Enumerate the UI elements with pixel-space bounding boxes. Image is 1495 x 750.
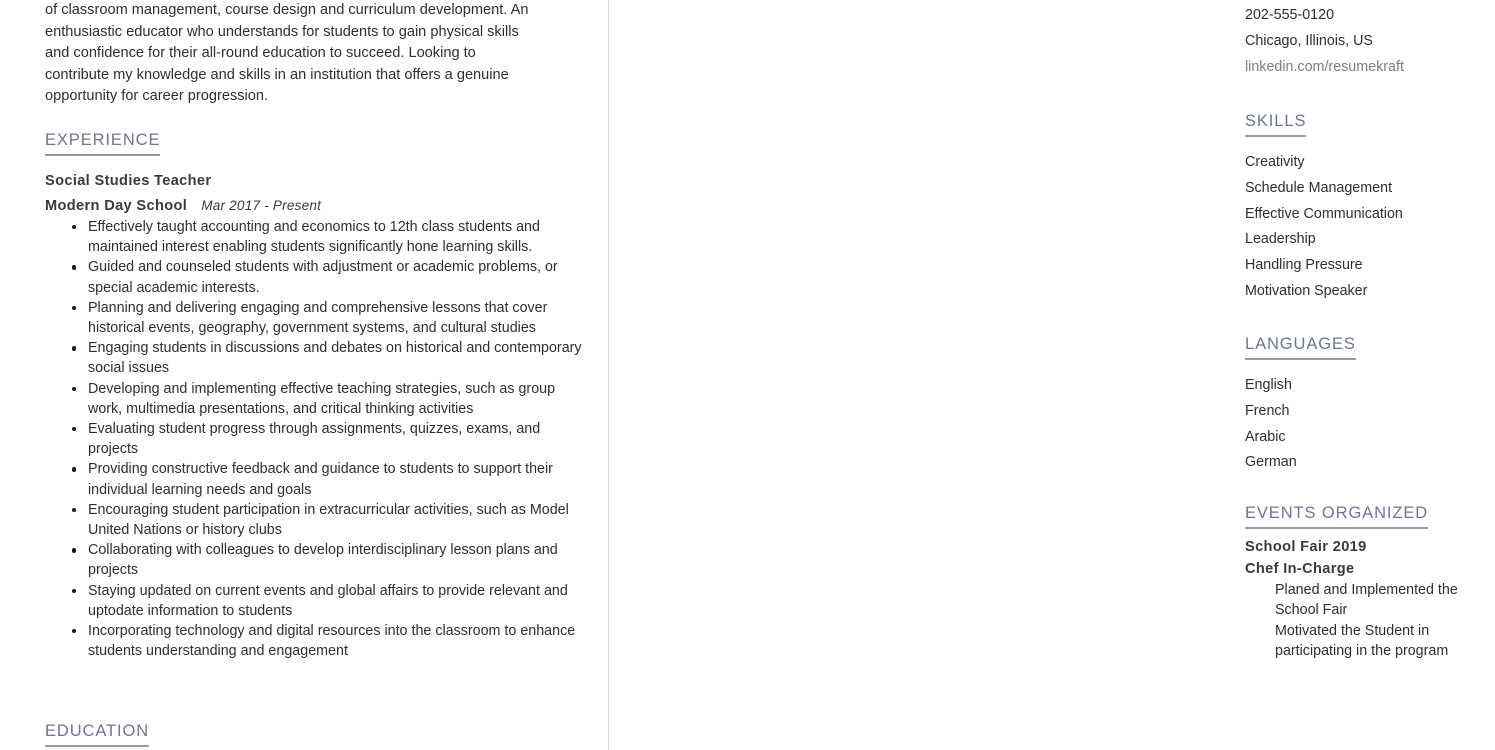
contact-phone: 202-555-0120 — [1245, 7, 1335, 23]
summary-line: opportunity for career progression. — [45, 88, 269, 105]
experience-duty-list — [45, 217, 590, 661]
list-item: Staying updated on current events and global affairs to provide relevant and uptodate information to students — [72, 581, 590, 621]
section-heading-skills: SKILLS — [1245, 112, 1306, 137]
languages-block — [1245, 373, 1495, 476]
list-item: Collaborating with colleagues to develop interdisciplinary lesson plans and projects — [72, 540, 590, 580]
section-heading-skills-wrap — [1245, 112, 1306, 137]
experience-entry-title-wrap — [45, 171, 211, 191]
list-item: Encouraging student participation in extracurricular activities, such as Model United Nations or history clubs — [72, 500, 590, 540]
summary-line: enthusiastic educator who understands for students to gain physical skills — [45, 23, 519, 40]
section-heading-education-wrap — [45, 722, 149, 747]
event-title: School Fair 2019 — [1245, 539, 1367, 555]
list-item: Handling Pressure — [1245, 257, 1363, 274]
list-item: German — [1245, 454, 1297, 471]
summary-line: and confidence for their all-round education to succeed. Looking to — [45, 45, 476, 62]
section-heading-education: EDUCATION — [45, 722, 149, 747]
summary-line: contribute my knowledge and skills in an institution that offers a genuine — [45, 66, 509, 83]
profile-summary — [45, 0, 595, 108]
list-item: Evaluating student progress through assignments, quizzes, exams, and projects — [72, 419, 590, 459]
skills-block — [1245, 150, 1495, 305]
languages-list — [1245, 373, 1495, 476]
list-item: Leadership — [1245, 231, 1316, 248]
list-item: Arabic — [1245, 428, 1286, 445]
job-dates: Mar 2017 - Present — [201, 198, 322, 213]
list-item: Effective Communication — [1245, 205, 1403, 222]
list-item: French — [1245, 402, 1290, 419]
left-column — [0, 0, 608, 750]
list-item: Effectively taught accounting and economics to 12th class students and maintained interest enabling students significantly hone learning skills. — [72, 217, 590, 257]
list-item: English — [1245, 377, 1292, 393]
contact-block — [1245, 3, 1495, 80]
list-item: Guided and counseled students with adjustment or academic problems, or special academic interests. — [72, 257, 590, 297]
event-role: Chef In-Charge — [1245, 560, 1355, 577]
events-block — [1245, 537, 1495, 662]
event-detail-list — [1245, 580, 1495, 662]
section-heading-languages-wrap — [1245, 335, 1356, 360]
experience-duties-wrap — [45, 216, 590, 661]
section-heading-events-organized: EVENTS ORGANIZED — [1245, 504, 1428, 529]
list-item: Incorporating technology and digital resources into the classroom to enhance students understanding and engagement — [72, 621, 590, 661]
list-item: Providing constructive feedback and guidance to students to support their individual learning needs and goals — [72, 459, 590, 499]
section-heading-events-wrap — [1245, 504, 1428, 529]
experience-entry-meta — [45, 195, 321, 217]
contact-location: Chicago, Illinois, US — [1245, 32, 1373, 49]
list-item: Planning and delivering engaging and comprehensive lessons that cover historical events, geography, government systems, and cultural studies — [72, 298, 590, 338]
section-heading-experience: EXPERIENCE — [45, 131, 160, 156]
list-item: Developing and implementing effective teaching strategies, such as group work, multimedia presentations, and critical thinking activities — [72, 379, 590, 419]
section-heading-experience-wrap — [45, 131, 160, 156]
list-item: Motivated the Student in participating in the program — [1275, 622, 1449, 660]
list-item: Planed and Implemented the School Fair — [1275, 582, 1458, 619]
job-company: Modern Day School — [45, 198, 188, 214]
contact-linkedin[interactable]: linkedin.com/resumekraft — [1245, 58, 1404, 75]
list-item: Creativity — [1245, 154, 1305, 170]
list-item: Schedule Management — [1245, 179, 1393, 196]
section-heading-languages: LANGUAGES — [1245, 335, 1356, 360]
list-item: Engaging students in discussions and debates on historical and contemporary social issues — [72, 338, 590, 378]
summary-line: of classroom management, course design and curriculum development. An — [45, 2, 529, 18]
job-title: Social Studies Teacher — [45, 173, 212, 189]
right-column — [609, 0, 1458, 750]
skills-list — [1245, 150, 1495, 305]
list-item: Motivation Speaker — [1245, 282, 1368, 299]
